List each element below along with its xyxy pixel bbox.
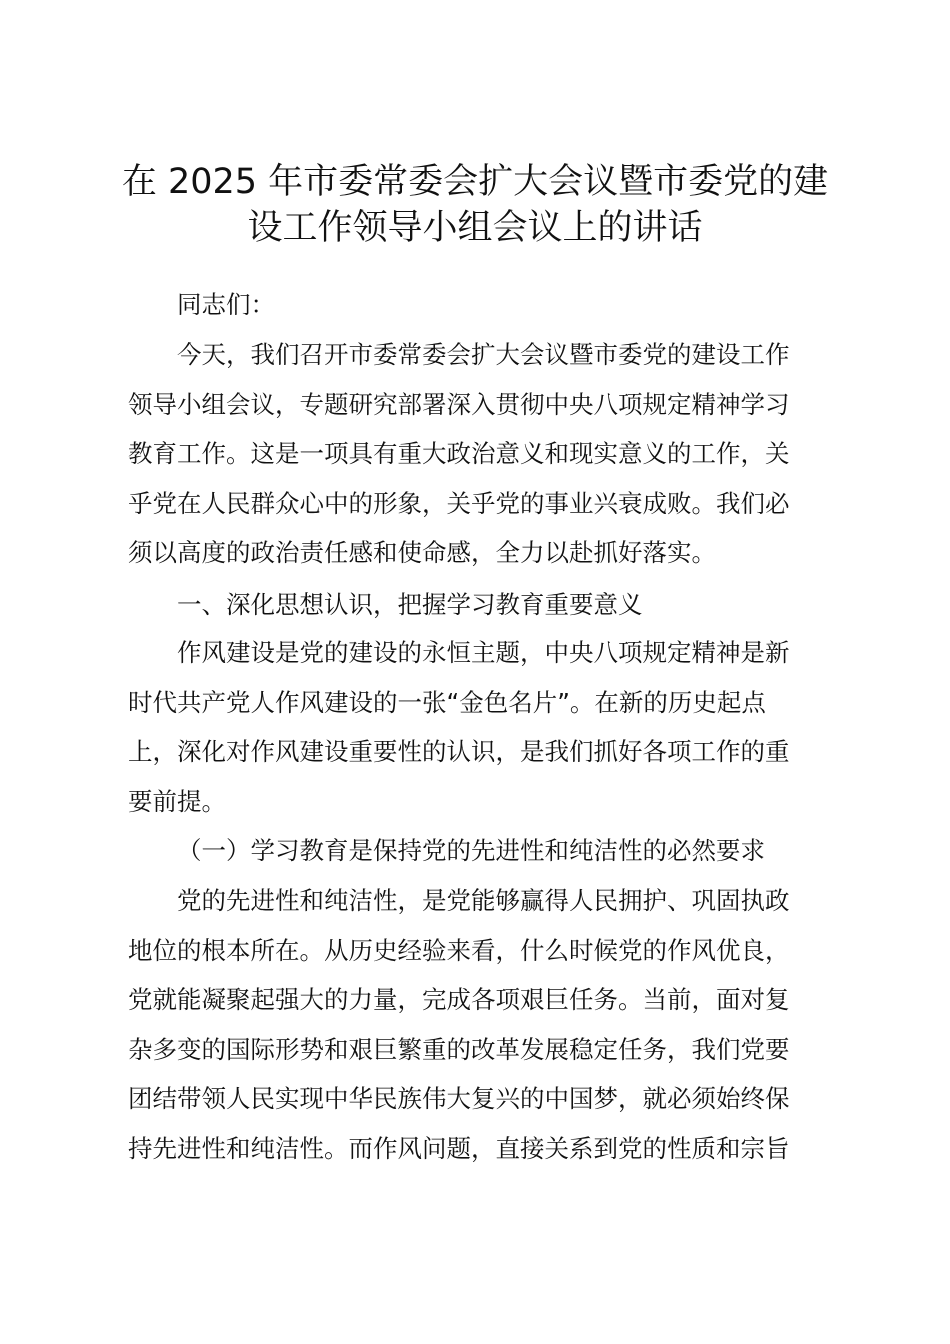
- paragraph-2: [128, 628, 833, 826]
- paragraph-line: 作风建设是党的建设的永恒主题，中央八项规定精神是新: [177, 638, 790, 667]
- paragraph-line: 须以高度的政治责任感和使命感，全力以赴抓好落实。: [128, 538, 716, 567]
- salutation: [128, 280, 833, 330]
- paragraph-line: 领导小组会议，专题研究部署深入贯彻中央八项规定精神学习: [128, 389, 790, 419]
- salutation-text: 同志们：: [177, 290, 275, 319]
- paragraph-line: 今天，我们召开市委常委会扩大会议暨市委党的建设工作: [177, 340, 790, 369]
- document-title-line-2: 设工作领导小组会议上的讲话: [247, 208, 703, 248]
- paragraph-line: 持先进性和纯洁性。而作风问题，直接关系到党的性质和宗旨: [128, 1133, 790, 1163]
- paragraph-line: 乎党在人民群众心中的形象，关乎党的事业兴衰成败。我们必: [128, 488, 790, 518]
- paragraph-line: 团结带领人民实现中华民族伟大复兴的中国梦，就必须始终保: [128, 1084, 790, 1113]
- subsection-heading-text: （一）学习教育是保持党的先进性和纯洁性的必然要求: [177, 836, 765, 865]
- paragraph-line: 时代共产党人作风建设的一张“金色名片”。在新的历史起点: [128, 687, 766, 717]
- paragraph-line: 要前提。: [128, 786, 226, 816]
- paragraph-line: 杂多变的国际形势和艰巨繁重的改革发展稳定任务，我们党要: [128, 1034, 790, 1064]
- paragraph-1: [128, 330, 833, 578]
- paragraph-line: 上，深化对作风建设重要性的认识，是我们抓好各项工作的重: [128, 737, 790, 766]
- paragraph-line: 党的先进性和纯洁性，是党能够赢得人民拥护、巩固执政: [177, 886, 790, 915]
- paragraph-line: 党就能凝聚起强大的力量，完成各项艰巨任务。当前，面对复: [128, 985, 790, 1014]
- section-heading-text: 一、深化思想认识，把握学习教育重要意义: [177, 590, 643, 619]
- document-title-line-1: 在 2025 年市委常委会扩大会议暨市委党的建: [121, 162, 829, 202]
- paragraph-3: [128, 876, 833, 1173]
- paragraph-line: 教育工作。这是一项具有重大政治意义和现实意义的工作，关: [128, 439, 790, 468]
- section-heading-1: [128, 580, 833, 630]
- paragraph-line: 地位的根本所在。从历史经验来看，什么时候党的作风优良，: [128, 935, 790, 965]
- subsection-heading-1: [128, 826, 833, 876]
